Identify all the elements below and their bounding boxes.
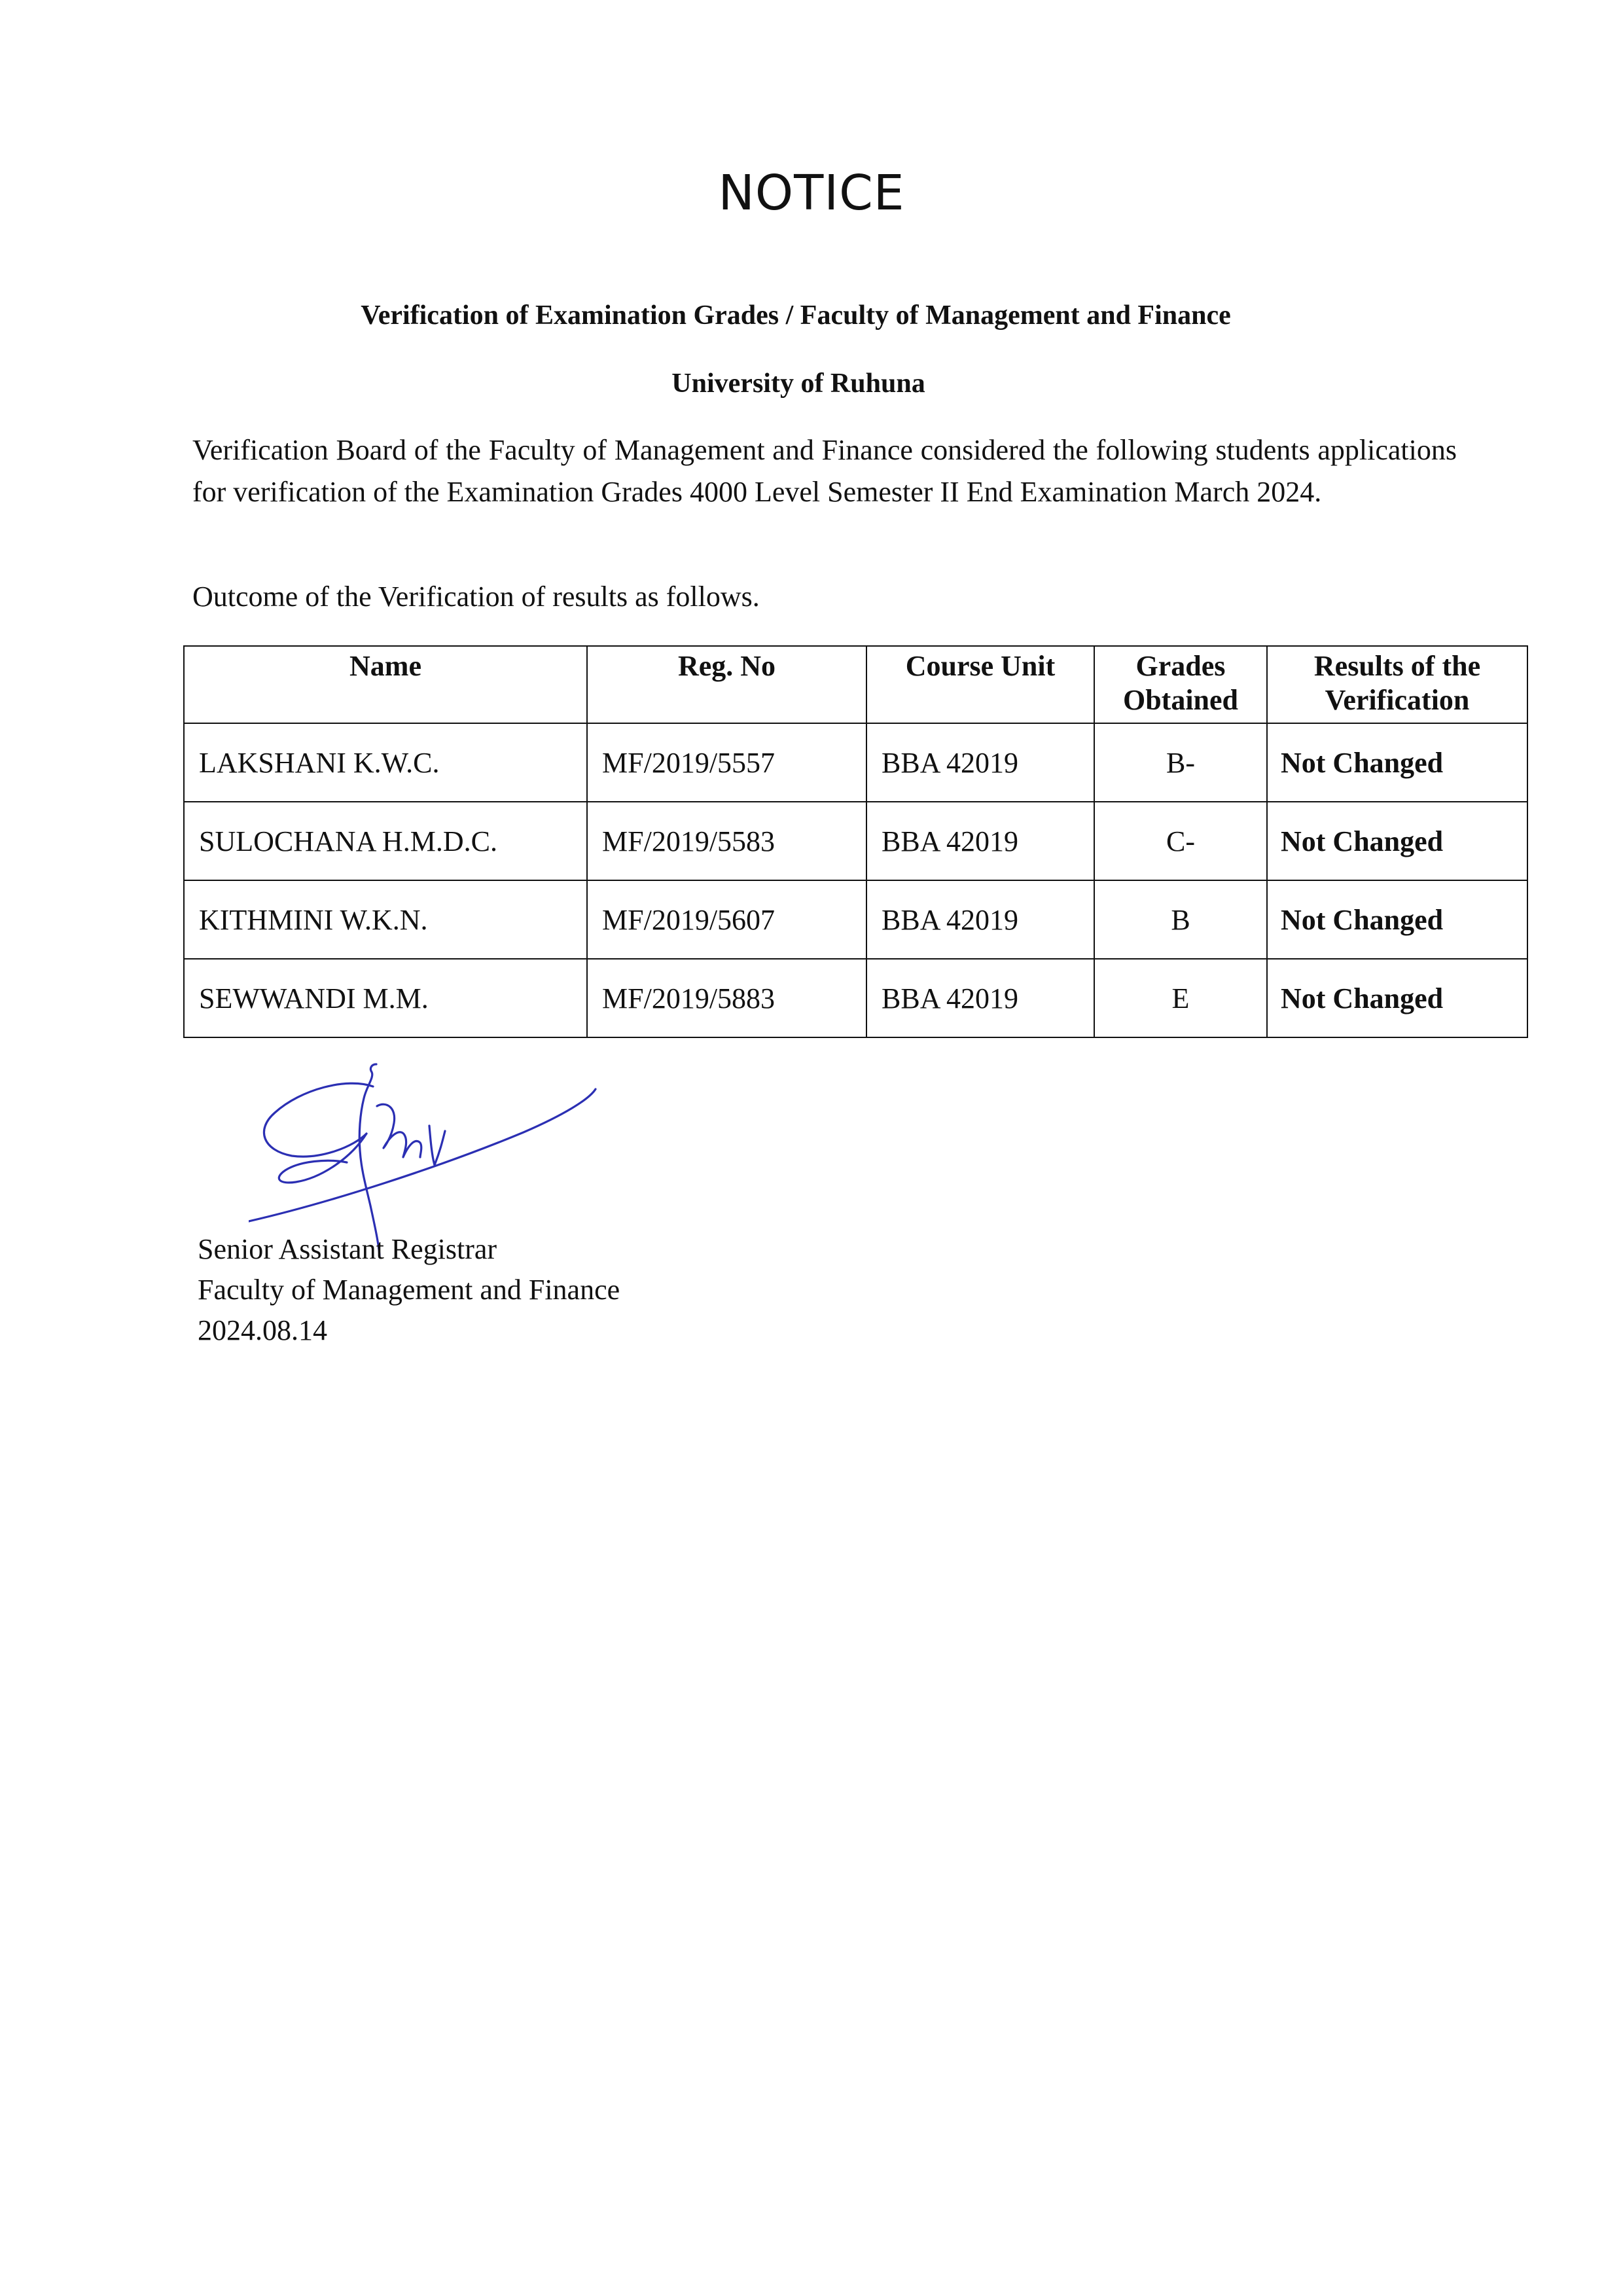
cell-result: Not Changed — [1267, 802, 1527, 880]
cell-name: SULOCHANA H.M.D.C. — [184, 802, 587, 880]
table-row — [184, 880, 1527, 959]
header-reg-no: Reg. No — [587, 646, 866, 723]
header-grades-obtained: Grades Obtained — [1094, 646, 1267, 723]
signatory-date: 2024.08.14 — [198, 1314, 327, 1346]
cell-result: Not Changed — [1267, 959, 1527, 1037]
signature-image — [249, 1060, 615, 1257]
signatory-block — [198, 1229, 620, 1351]
intro-paragraph: Verification Board of the Faculty of Management and Finance considered the following students applications for verification of the Examination Grades 4000 Level Semester II End Examination March 2024. — [192, 434, 1457, 508]
cell-reg-no: MF/2019/5583 — [587, 802, 866, 880]
cell-grade: B- — [1094, 723, 1267, 802]
signatory-title: Senior Assistant Registrar — [198, 1233, 497, 1265]
subtitle-university: University of Ruhuna — [671, 368, 925, 399]
cell-grade: B — [1094, 880, 1267, 959]
outcome-line: Outcome of the Verification of results as follows. — [192, 581, 760, 613]
cell-name: SEWWANDI M.M. — [184, 959, 587, 1037]
cell-course-unit: BBA 42019 — [866, 802, 1094, 880]
table-row — [184, 802, 1527, 880]
header-results-of-verification: Results of the Verification — [1267, 646, 1527, 723]
results-table — [183, 645, 1528, 1038]
page-title: NOTICE — [718, 165, 905, 221]
cell-name: KITHMINI W.K.N. — [184, 880, 587, 959]
cell-course-unit: BBA 42019 — [866, 880, 1094, 959]
header-name: Name — [184, 646, 587, 723]
cell-grade: C- — [1094, 802, 1267, 880]
cell-reg-no: MF/2019/5883 — [587, 959, 866, 1037]
signatory-faculty: Faculty of Management and Finance — [198, 1274, 620, 1306]
cell-reg-no: MF/2019/5557 — [587, 723, 866, 802]
cell-reg-no: MF/2019/5607 — [587, 880, 866, 959]
table-row — [184, 959, 1527, 1037]
cell-result: Not Changed — [1267, 880, 1527, 959]
cell-name: LAKSHANI K.W.C. — [184, 723, 587, 802]
cell-result: Not Changed — [1267, 723, 1527, 802]
cell-course-unit: BBA 42019 — [866, 723, 1094, 802]
cell-grade: E — [1094, 959, 1267, 1037]
table-header-row — [184, 646, 1527, 723]
table-row — [184, 723, 1527, 802]
subtitle-verification: Verification of Examination Grades / Faculty of Management and Finance — [361, 300, 1231, 331]
header-course-unit: Course Unit — [866, 646, 1094, 723]
cell-course-unit: BBA 42019 — [866, 959, 1094, 1037]
